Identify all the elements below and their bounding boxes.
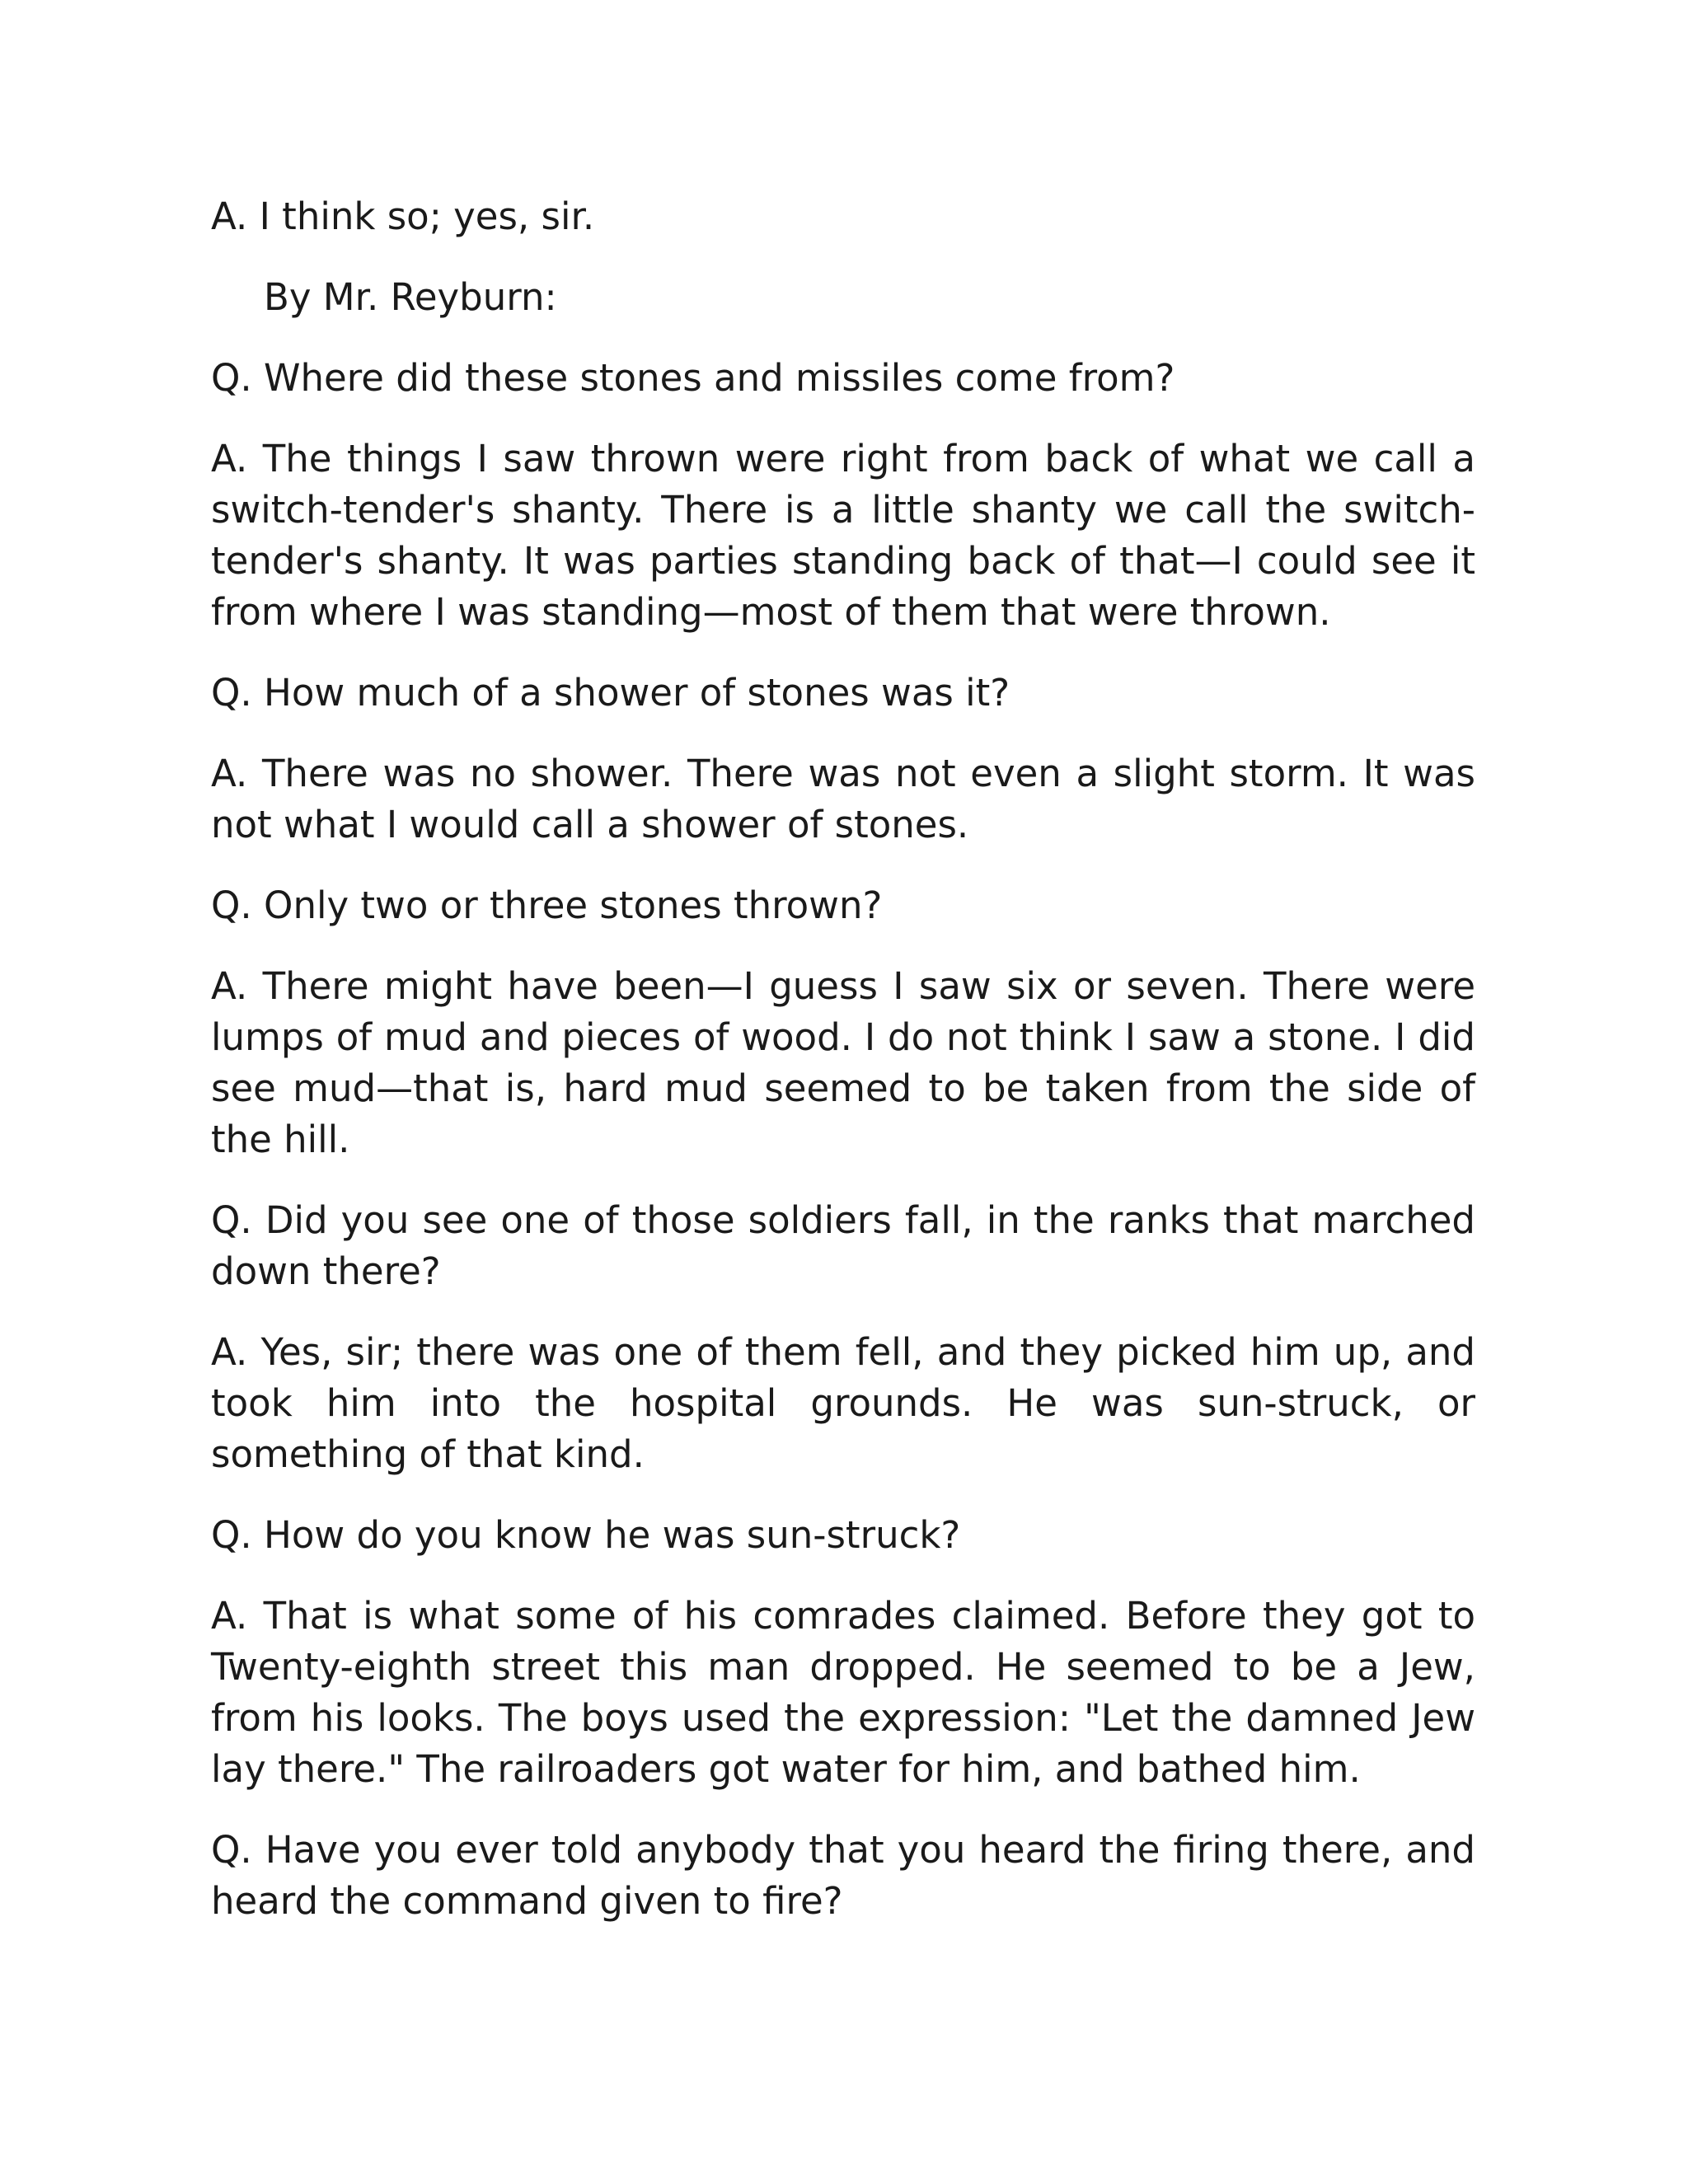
examiner-heading: By Mr. Reyburn:: [264, 275, 557, 319]
question-paragraph: Q. Where did these stones and missiles come from?: [211, 356, 1175, 400]
question-paragraph: Q. How much of a shower of stones was it?: [211, 671, 1010, 715]
question-paragraph: Q. Did you see one of those soldiers fall, in the ranks that marched down there?: [211, 1198, 1475, 1293]
answer-paragraph: A. That is what some of his comrades claimed. Before they got to Twenty-eighth street this man dropped. He seemed to be a Jew, from his looks. The boys used the expression: "Let the damned Jew lay there." The railroaders got water for him, and bathed him.: [211, 1594, 1475, 1791]
document-page: [211, 191, 1475, 1957]
answer-paragraph: A. I think so; yes, sir.: [211, 194, 595, 238]
question-paragraph: Q. Have you ever told anybody that you heard the firing there, and heard the command given to fire?: [211, 1828, 1475, 1923]
answer-paragraph: A. Yes, sir; there was one of them fell, and they picked him up, and took him into the hospital grounds. He was sun-struck, or something of that kind.: [211, 1330, 1475, 1476]
question-paragraph: Q. How do you know he was sun-struck?: [211, 1513, 961, 1557]
answer-paragraph: A. The things I saw thrown were right from back of what we call a switch-tender's shanty. There is a little shanty we call the switch-tender's shanty. It was parties standing back of that—I could see it from where I was standing—most of them that were thrown.: [211, 437, 1475, 634]
answer-paragraph: A. There might have been—I guess I saw six or seven. There were lumps of mud and pieces of wood. I do not think I saw a stone. I did see mud—that is, hard mud seemed to be taken from the side of the hill.: [211, 964, 1475, 1161]
question-paragraph: Q. Only two or three stones thrown?: [211, 883, 883, 927]
answer-paragraph: A. There was no shower. There was not even a slight storm. It was not what I would call a shower of stones.: [211, 752, 1475, 846]
